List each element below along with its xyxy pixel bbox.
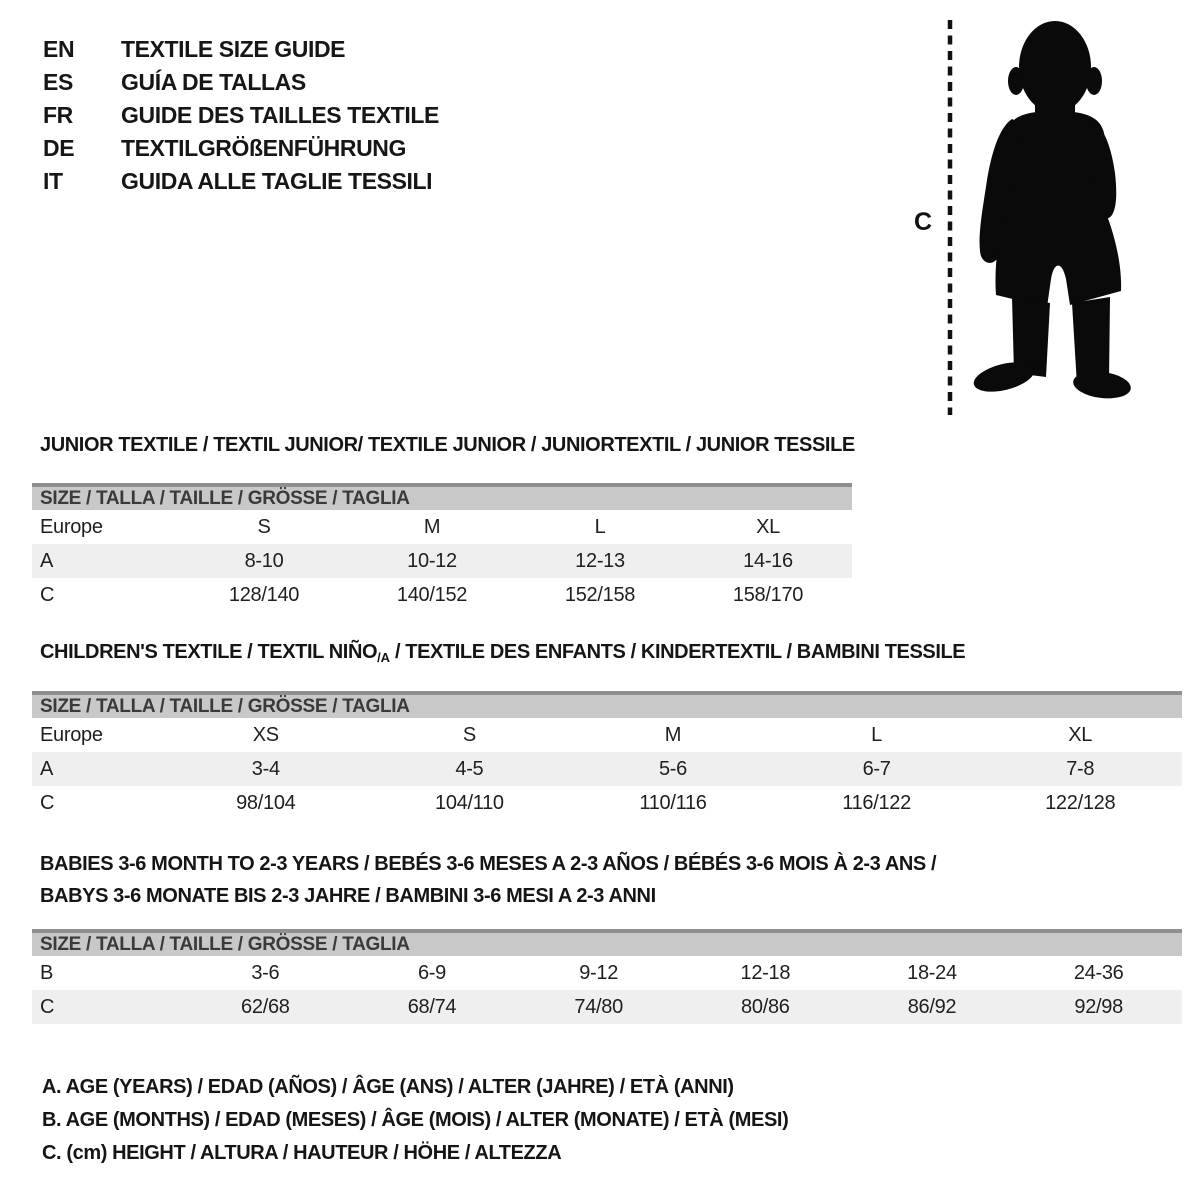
table-row bbox=[32, 510, 852, 544]
cell: 104/110 bbox=[435, 791, 504, 814]
row-label: C bbox=[40, 583, 55, 606]
cell: 152/158 bbox=[564, 583, 636, 606]
cell: 122/128 bbox=[1045, 791, 1116, 814]
lang-code: ES bbox=[43, 69, 73, 95]
cell: 128/140 bbox=[228, 583, 300, 606]
toddler-silhouette bbox=[971, 21, 1133, 401]
lang-row-es bbox=[43, 66, 439, 99]
cell: S bbox=[257, 515, 271, 538]
babies-section-title bbox=[40, 849, 936, 912]
children-title-main: CHILDREN'S TEXTILE / TEXTIL NIÑO bbox=[40, 641, 378, 663]
language-title-list bbox=[43, 33, 439, 198]
table-row bbox=[32, 718, 1182, 752]
cell: 9-12 bbox=[579, 961, 619, 984]
height-measure-label: C bbox=[914, 208, 933, 236]
cell: 4-5 bbox=[455, 757, 484, 780]
babies-title-line1: BABIES 3-6 MONTH TO 2-3 YEARS / BEBÉS 3-6 MESES A 2-3 AÑOS / BÉBÉS 3-6 MOIS À 2-3 ANS / bbox=[40, 853, 937, 875]
lang-row-fr bbox=[43, 99, 439, 132]
junior-section-title: JUNIOR TEXTILE / TEXTIL JUNIOR/ TEXTILE JUNIOR / JUNIORTEXTIL / JUNIOR TESSILE bbox=[40, 434, 855, 456]
cell: 7-8 bbox=[1066, 757, 1095, 780]
cell: 3-6 bbox=[251, 961, 280, 984]
cell: M bbox=[664, 723, 682, 746]
legend-line-a: A. AGE (YEARS) / EDAD (AÑOS) / ÂGE (ANS) / ALTER (JAHRE) / ETÀ (ANNI) bbox=[42, 1076, 734, 1098]
children-section-title bbox=[40, 640, 965, 670]
cell: 92/98 bbox=[1074, 995, 1123, 1018]
children-title-rest: / TEXTILE DES ENFANTS / KINDERTEXTIL / BAMBINI TESSILE bbox=[389, 641, 966, 663]
children-title-sub: /A bbox=[377, 650, 390, 665]
row-label: Europe bbox=[40, 515, 103, 538]
cell: 6-9 bbox=[417, 961, 446, 984]
size-header-bar: SIZE / TALLA / TAILLE / GRÖSSE / TAGLIA bbox=[32, 483, 852, 510]
cell: M bbox=[423, 515, 441, 538]
lang-row-it bbox=[43, 165, 439, 198]
row-label: Europe bbox=[40, 723, 103, 746]
cell: L bbox=[871, 723, 882, 746]
table-row bbox=[32, 544, 852, 578]
cell: 24-36 bbox=[1073, 961, 1124, 984]
row-label: A bbox=[40, 549, 54, 572]
size-header-bar: SIZE / TALLA / TAILLE / GRÖSSE / TAGLIA bbox=[32, 691, 1182, 718]
junior-size-table bbox=[32, 483, 852, 612]
lang-title: GUÍA DE TALLAS bbox=[121, 69, 306, 95]
cell: 80/86 bbox=[741, 995, 790, 1018]
lang-code: IT bbox=[43, 168, 63, 194]
cell: XL bbox=[1068, 723, 1093, 746]
cell: 8-10 bbox=[244, 549, 284, 572]
children-size-table bbox=[32, 691, 1182, 820]
child-height-figure bbox=[905, 15, 1155, 420]
cell: 18-24 bbox=[907, 961, 957, 984]
cell: XL bbox=[756, 515, 780, 538]
babies-size-table bbox=[32, 929, 1182, 1024]
lang-row-de bbox=[43, 132, 439, 165]
cell: 110/116 bbox=[639, 791, 707, 814]
lang-title: TEXTILGRÖßENFÜHRUNG bbox=[121, 135, 406, 161]
row-label: C bbox=[40, 995, 55, 1018]
cell: 5-6 bbox=[658, 757, 687, 780]
table-row bbox=[32, 752, 1182, 786]
legend-line-c: C. (cm) HEIGHT / ALTURA / HAUTEUR / HÖHE / ALTEZZA bbox=[42, 1142, 562, 1164]
cell: 86/92 bbox=[907, 995, 957, 1018]
cell: 10-12 bbox=[407, 549, 457, 572]
table-row bbox=[32, 956, 1182, 990]
lang-title: GUIDE DES TAILLES TEXTILE bbox=[121, 102, 439, 128]
row-label: C bbox=[40, 791, 55, 814]
babies-title-line2: BABYS 3-6 MONATE BIS 2-3 JAHRE / BAMBINI 3-6 MESI A 2-3 ANNI bbox=[40, 884, 656, 907]
size-header-bar: SIZE / TALLA / TAILLE / GRÖSSE / TAGLIA bbox=[32, 929, 1182, 956]
toddler-silhouette-svg bbox=[905, 15, 1155, 420]
lang-title: GUIDA ALLE TAGLIE TESSILI bbox=[121, 168, 433, 194]
cell: S bbox=[462, 723, 476, 746]
cell: XS bbox=[252, 723, 279, 746]
cell: 14-16 bbox=[743, 549, 793, 572]
cell: 116/122 bbox=[842, 791, 911, 814]
cell: 68/74 bbox=[407, 995, 457, 1018]
table-row bbox=[32, 990, 1182, 1024]
lang-code: FR bbox=[43, 102, 73, 128]
lang-code: EN bbox=[43, 36, 75, 62]
cell: 98/104 bbox=[236, 791, 296, 814]
row-label: B bbox=[40, 961, 54, 984]
cell: 62/68 bbox=[241, 995, 290, 1018]
cell: L bbox=[594, 515, 606, 538]
row-label: A bbox=[40, 757, 54, 780]
lang-code: DE bbox=[43, 135, 75, 161]
legend-line-b: B. AGE (MONTHS) / EDAD (MESES) / ÂGE (MOIS) / ALTER (MONATE) / ETÀ (MESI) bbox=[42, 1109, 789, 1131]
lang-title: TEXTILE SIZE GUIDE bbox=[121, 36, 346, 62]
lang-row-en bbox=[43, 33, 439, 66]
cell: 12-13 bbox=[575, 549, 625, 572]
table-row bbox=[32, 786, 1182, 820]
measurement-legend bbox=[42, 1071, 788, 1170]
cell: 12-18 bbox=[740, 961, 791, 984]
cell: 140/152 bbox=[396, 583, 468, 606]
cell: 74/80 bbox=[574, 995, 623, 1018]
cell: 158/170 bbox=[732, 583, 804, 606]
cell: 6-7 bbox=[862, 757, 891, 780]
table-row bbox=[32, 578, 852, 612]
cell: 3-4 bbox=[251, 757, 280, 780]
